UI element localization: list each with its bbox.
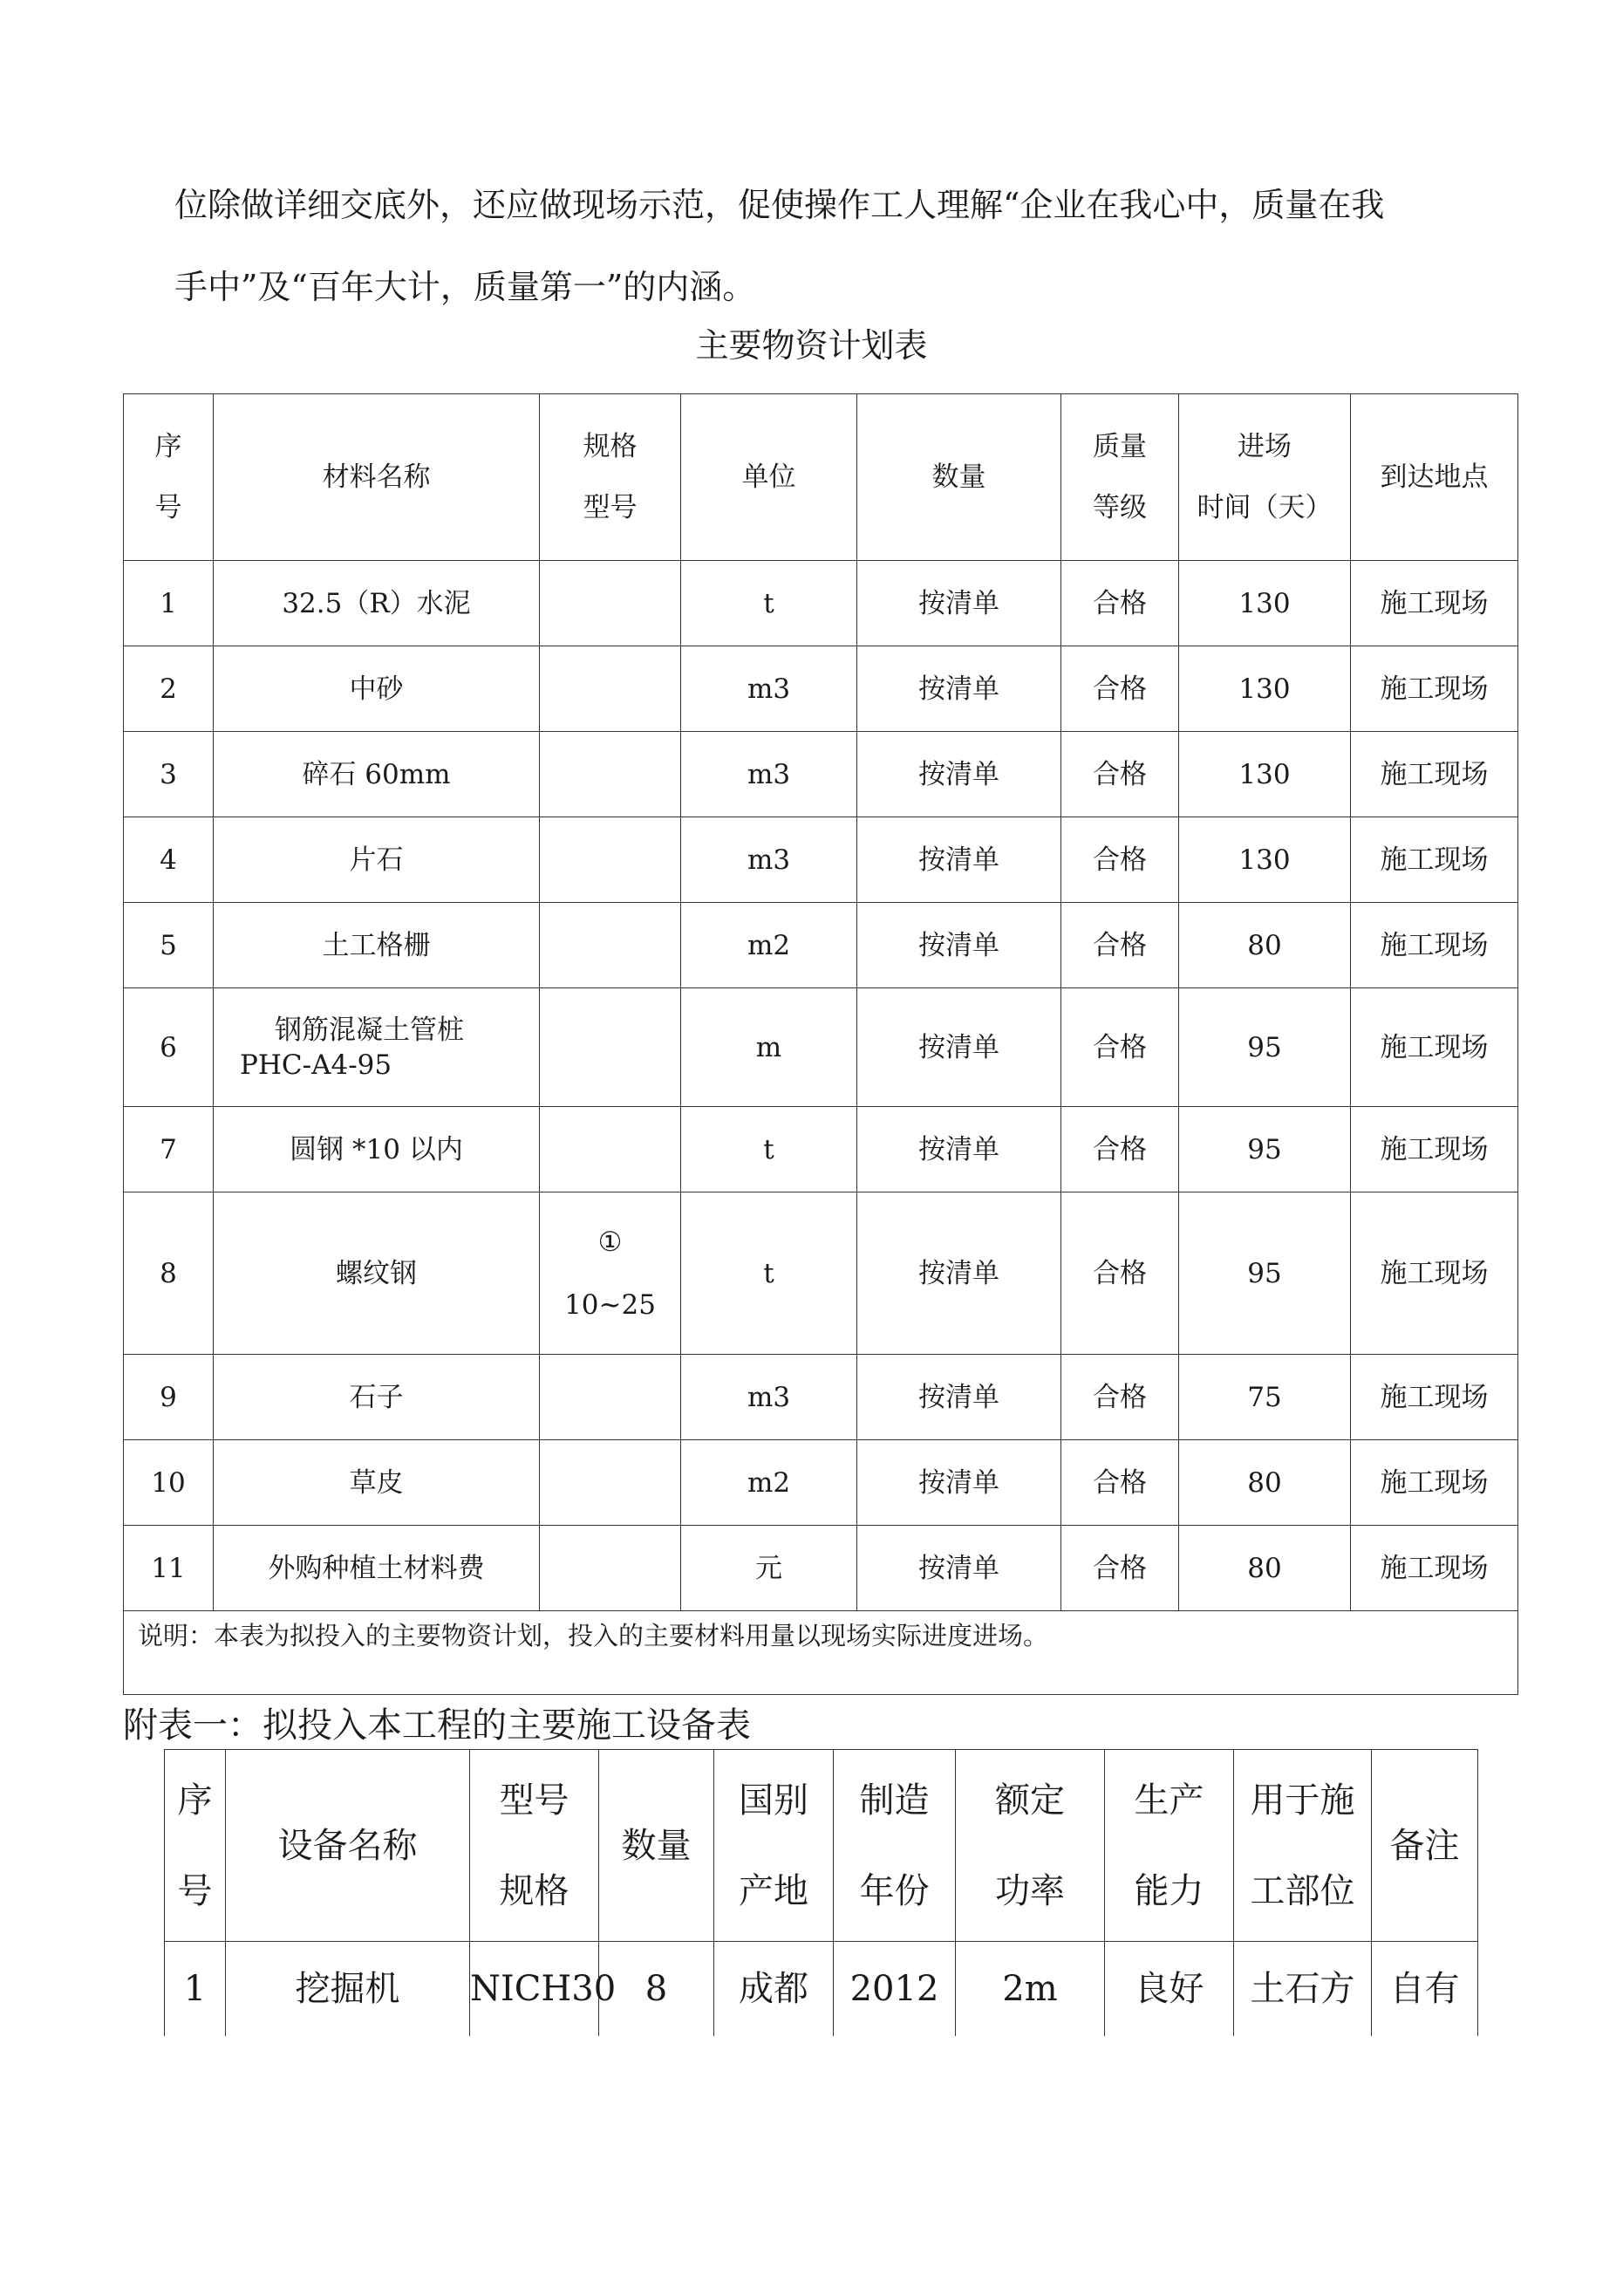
header-power: 额定 功率 [956, 1750, 1105, 1942]
cell-spec [540, 1192, 681, 1355]
cell-qty: 按清单 [857, 646, 1061, 732]
cell-name: 32.5（R）水泥 [214, 561, 540, 646]
cell-model: NICH30 [470, 1942, 599, 2036]
cell-seq: 1 [124, 561, 214, 646]
table-row [124, 817, 1518, 903]
header-origin: 国别 产地 [714, 1750, 834, 1942]
cell-days: 95 [1179, 988, 1351, 1107]
header-capacity: 生产 能力 [1105, 1750, 1234, 1942]
cell-spec [540, 1107, 681, 1192]
table-row [124, 561, 1518, 646]
cell-unit: t [681, 1107, 857, 1192]
header-seq: 序 号 [165, 1750, 226, 1942]
cell-days: 80 [1179, 1440, 1351, 1526]
table-note: 说明：本表为拟投入的主要物资计划，投入的主要材料用量以现场实际进度进场。 [124, 1611, 1518, 1695]
equipment-table-title: 附表一：拟投入本工程的主要施工设备表 [123, 1705, 751, 1746]
cell-days: 130 [1179, 561, 1351, 646]
cell-dest: 施工现场 [1351, 561, 1518, 646]
cell-qty: 按清单 [857, 1355, 1061, 1440]
cell-qty: 按清单 [857, 903, 1061, 988]
cell-name-line-2: PHC-A4-95 [240, 1049, 392, 1081]
header-name: 材料名称 [214, 394, 540, 561]
cell-name: 圆钢 *10 以内 [214, 1107, 540, 1192]
cell-days: 130 [1179, 732, 1351, 817]
header-spec: 规格 型号 [540, 394, 681, 561]
header-grade: 质量 等级 [1061, 394, 1179, 561]
cell-name: 石子 [214, 1355, 540, 1440]
cell-name-line-1: 钢筋混凝土管桩 [275, 1014, 464, 1046]
table-row [124, 1107, 1518, 1192]
cell-unit: m [681, 988, 857, 1107]
table-row [124, 1526, 1518, 1611]
cell-grade: 合格 [1061, 1526, 1179, 1611]
cell-remark: 自有 [1372, 1942, 1478, 2036]
cell-qty: 按清单 [857, 1192, 1061, 1355]
cell-dest: 施工现场 [1351, 1440, 1518, 1526]
intro-line-1: 位除做详细交底外，还应做现场示范，促使操作工人理解“企业在我心中，质量在我 [174, 186, 1385, 224]
cell-grade: 合格 [1061, 903, 1179, 988]
cell-grade: 合格 [1061, 817, 1179, 903]
cell-grade: 合格 [1061, 1440, 1179, 1526]
cell-spec [540, 1355, 681, 1440]
table-row [124, 732, 1518, 817]
cell-dest: 施工现场 [1351, 903, 1518, 988]
cell-grade: 合格 [1061, 561, 1179, 646]
cell-spec [540, 561, 681, 646]
table-row [124, 988, 1518, 1107]
cell-power: 2m [956, 1942, 1105, 2036]
cell-capacity: 良好 [1105, 1942, 1234, 2036]
header-qty: 数量 [857, 394, 1061, 561]
cell-seq: 10 [124, 1440, 214, 1526]
cell-unit: m3 [681, 817, 857, 903]
cell-spec [540, 732, 681, 817]
cell-qty: 按清单 [857, 732, 1061, 817]
cell-grade: 合格 [1061, 1192, 1179, 1355]
cell-seq: 5 [124, 903, 214, 988]
header-arrival: 进场 时间（天） [1179, 394, 1351, 561]
cell-name: 土工格栅 [214, 903, 540, 988]
cell-dest: 施工现场 [1351, 732, 1518, 817]
cell-days: 130 [1179, 646, 1351, 732]
cell-unit: t [681, 1192, 857, 1355]
materials-header-row [124, 394, 1518, 561]
cell-dest: 施工现场 [1351, 1526, 1518, 1611]
header-dest: 到达地点 [1351, 394, 1518, 561]
header-unit: 单位 [681, 394, 857, 561]
table-row [124, 903, 1518, 988]
cell-dest: 施工现场 [1351, 988, 1518, 1107]
cell-grade: 合格 [1061, 988, 1179, 1107]
cell-usage: 土石方 [1234, 1942, 1372, 2036]
cell-grade: 合格 [1061, 646, 1179, 732]
cell-spec [540, 1440, 681, 1526]
cell-qty: 按清单 [857, 1526, 1061, 1611]
cell-unit: m2 [681, 903, 857, 988]
materials-table [123, 393, 1518, 1695]
intro-paragraph [174, 164, 1517, 328]
cell-name: 中砂 [214, 646, 540, 732]
cell-days: 130 [1179, 817, 1351, 903]
cell-days: 80 [1179, 1526, 1351, 1611]
header-name: 设备名称 [226, 1750, 470, 1942]
cell-seq: 8 [124, 1192, 214, 1355]
cell-seq: 4 [124, 817, 214, 903]
cell-spec [540, 817, 681, 903]
cell-seq: 3 [124, 732, 214, 817]
cell-unit: m3 [681, 646, 857, 732]
cell-qty: 8 [599, 1942, 714, 2036]
cell-unit: 元 [681, 1526, 857, 1611]
cell-dest: 施工现场 [1351, 1107, 1518, 1192]
cell-qty: 按清单 [857, 1107, 1061, 1192]
cell-days: 95 [1179, 1192, 1351, 1355]
cell-name: 外购种植土材料费 [214, 1526, 540, 1611]
cell-seq: 6 [124, 988, 214, 1107]
cell-spec-line-2: 10~25 [564, 1288, 656, 1321]
cell-spec [540, 903, 681, 988]
cell-days: 80 [1179, 903, 1351, 988]
cell-origin: 成都 [714, 1942, 834, 2036]
cell-seq: 11 [124, 1526, 214, 1611]
cell-name: 碎石 60mm [214, 732, 540, 817]
cell-seq: 1 [165, 1942, 226, 2036]
cell-year: 2012 [834, 1942, 956, 2036]
cell-qty: 按清单 [857, 988, 1061, 1107]
cell-spec-line-1: ① [597, 1226, 623, 1258]
cell-name: 挖掘机 [226, 1942, 470, 2036]
cell-unit: m3 [681, 1355, 857, 1440]
cell-grade: 合格 [1061, 1355, 1179, 1440]
equipment-table [164, 1749, 1478, 2036]
cell-unit: m2 [681, 1440, 857, 1526]
header-qty: 数量 [599, 1750, 714, 1942]
cell-qty: 按清单 [857, 561, 1061, 646]
table-row [165, 1942, 1478, 2036]
header-model: 型号 规格 [470, 1750, 599, 1942]
header-usage: 用于施 工部位 [1234, 1750, 1372, 1942]
cell-name: 草皮 [214, 1440, 540, 1526]
cell-days: 95 [1179, 1107, 1351, 1192]
cell-qty: 按清单 [857, 817, 1061, 903]
cell-spec [540, 1526, 681, 1611]
cell-spec [540, 988, 681, 1107]
table-row [124, 646, 1518, 732]
cell-seq: 9 [124, 1355, 214, 1440]
materials-table-title: 主要物资计划表 [695, 326, 928, 365]
table-row [124, 1192, 1518, 1355]
cell-dest: 施工现场 [1351, 1192, 1518, 1355]
cell-unit: t [681, 561, 857, 646]
cell-name [214, 988, 540, 1107]
cell-name: 片石 [214, 817, 540, 903]
table-row [124, 1440, 1518, 1526]
header-seq: 序 号 [124, 394, 214, 561]
cell-seq: 7 [124, 1107, 214, 1192]
cell-dest: 施工现场 [1351, 817, 1518, 903]
table-row [124, 1355, 1518, 1440]
cell-dest: 施工现场 [1351, 1355, 1518, 1440]
cell-grade: 合格 [1061, 1107, 1179, 1192]
header-remark: 备注 [1372, 1750, 1478, 1942]
header-year: 制造 年份 [834, 1750, 956, 1942]
equipment-header-row [165, 1750, 1478, 1942]
cell-grade: 合格 [1061, 732, 1179, 817]
table-note-row [124, 1611, 1518, 1695]
cell-unit: m3 [681, 732, 857, 817]
cell-seq: 2 [124, 646, 214, 732]
cell-dest: 施工现场 [1351, 646, 1518, 732]
cell-qty: 按清单 [857, 1440, 1061, 1526]
intro-line-2: 手中”及“百年大计，质量第一”的内涵。 [174, 268, 756, 306]
cell-name: 螺纹钢 [214, 1192, 540, 1355]
cell-days: 75 [1179, 1355, 1351, 1440]
cell-spec [540, 646, 681, 732]
